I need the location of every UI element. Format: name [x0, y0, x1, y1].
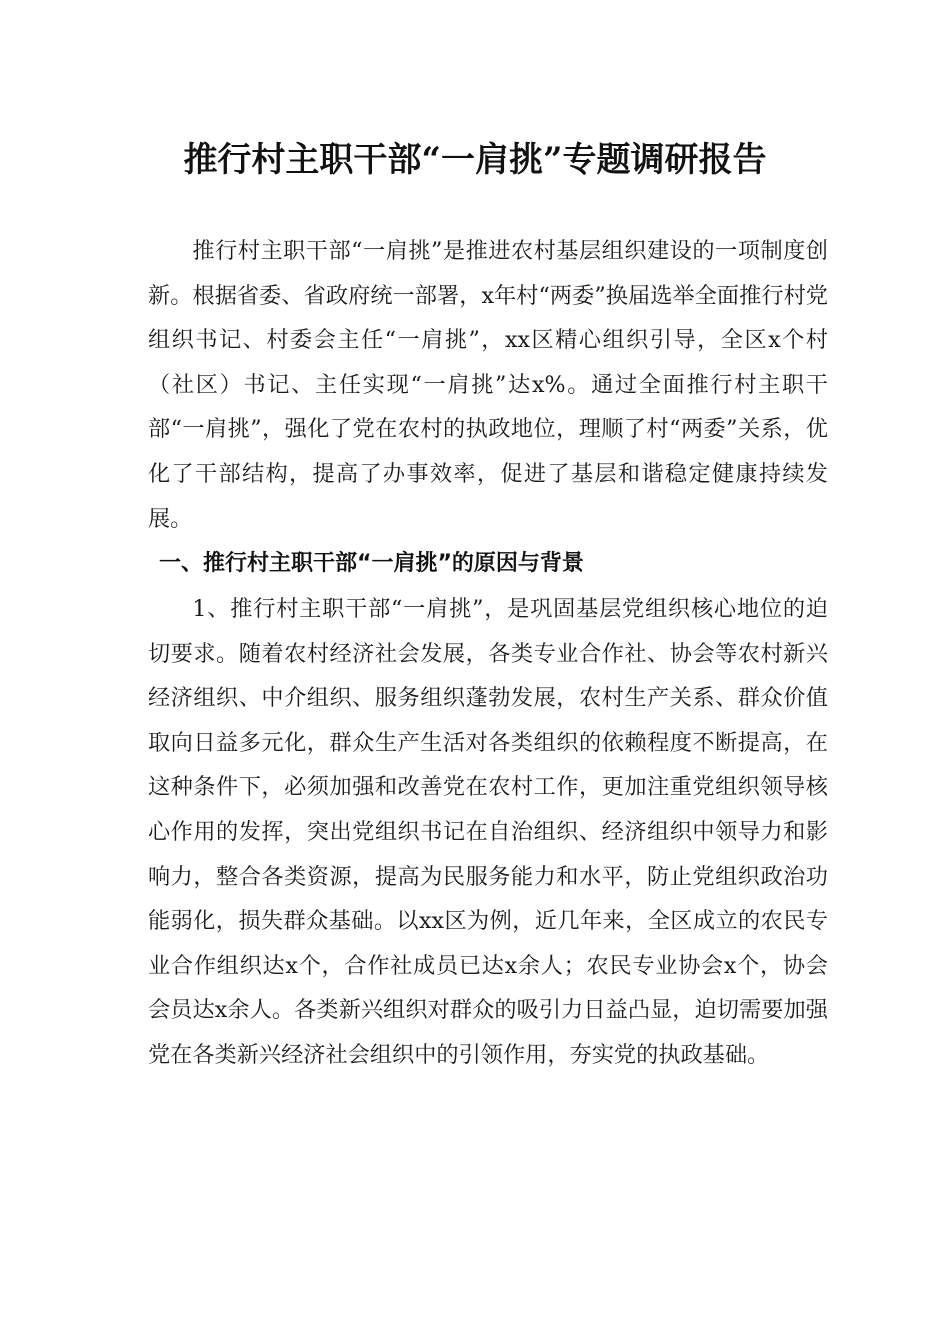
section-paragraph: 1、推行村主职干部“一肩挑”，是巩固基层党组织核心地位的迫切要求。随着农村经济社会发展，各类专业合作社、协会等农村新兴经济组织、中介组织、服务组织蓬勃发展，农村生产关系、群众价值取向日益多元化，群众生产生活对各类组织的依赖程度不断提高，在这种条件下，必须加强和改善党在农村工作，更加注重党组织领导核心作用的发挥，突出党组织书记在自治组织、经济组织中领导力和影响力，整合各类资源，提高为民服务能力和水平，防止党组织政治功能弱化，损失群众基础。以xx区为例，近几年来，全区成立的农民专业合作组织达x个，合作社成员已达x余人；农民专业协会x个，协会会员达x余人。各类新兴组织对群众的吸引力日益凸显，迫切需要加强党在各类新兴经济社会组织中的引领作用，夯实党的执政基础。: [148, 596, 828, 1068]
intro-paragraph: 推行村主职干部“一肩挑”是推进农村基层组织建设的一项制度创新。根据省委、省政府统一部署，x年村“两委”换届选举全面推行村党组织书记、村委会主任“一肩挑”，xx区精心组织引导，全区x个村（社区）书记、主任实现“一肩挑”达x%。通过全面推行村主职干部“一肩挑”，强化了党在农村的执政地位，理顺了村“两委”关系，优化了干部结构，提高了办事效率，促进了基层和谐稳定健康持续发展。: [148, 238, 828, 532]
section-heading: 一、推行村主职干部“一肩挑”的原因与背景: [159, 551, 584, 576]
document-title: 推行村主职干部“一肩挑”专题调研报告: [183, 140, 767, 180]
